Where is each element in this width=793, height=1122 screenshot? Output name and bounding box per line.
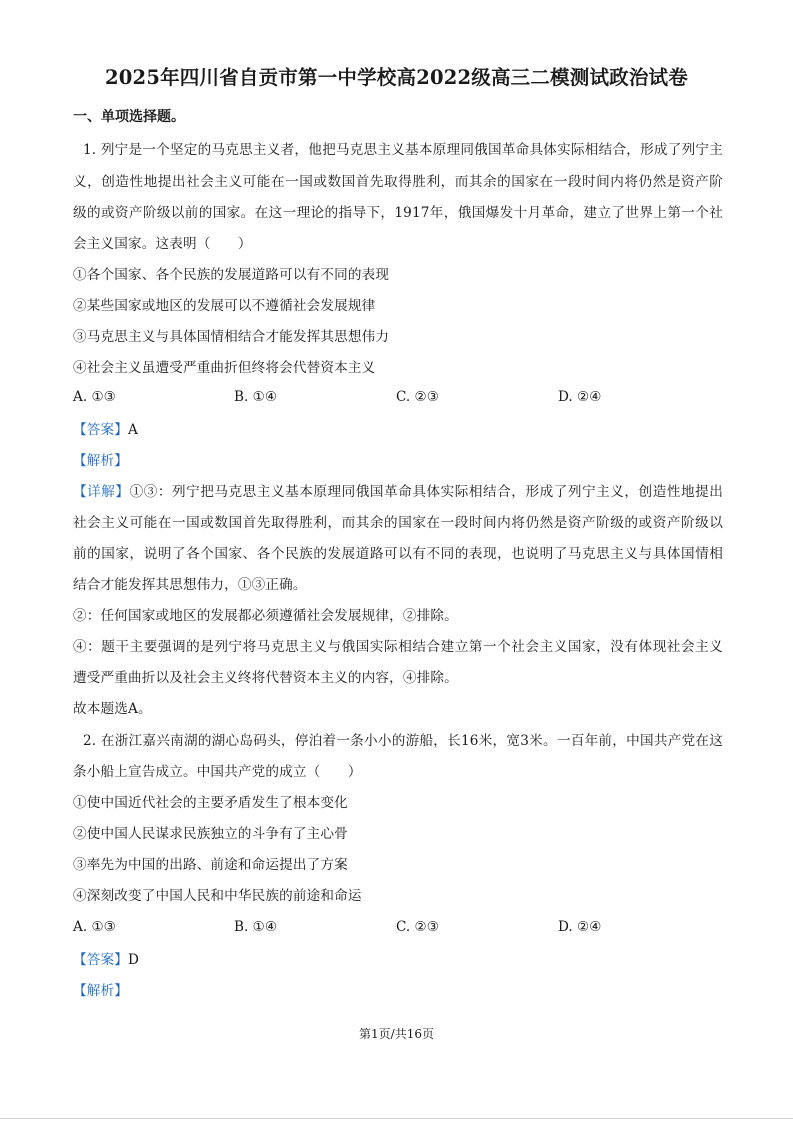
answer-value: A <box>127 422 138 438</box>
q1-stem-line: 义，创造性地提出社会主义可能在一国或数国首先取得胜利，而其余的国家在一段时间内将仍然是资产阶 <box>73 174 723 190</box>
q1-analysis <box>73 452 723 470</box>
section-heading: 一、单项选择题。 <box>73 109 185 125</box>
answer-value: D <box>127 952 140 968</box>
q2-stem-line: 2. 在浙江嘉兴南湖的湖心岛码头，停泊着一条小小的游船，长16米，宽3米。一百年前，中国共产党在这 <box>83 733 723 749</box>
q1-statement: ①各个国家、各个民族的发展道路可以有不同的表现 <box>73 267 390 283</box>
q1-statement: ④社会主义虽遭受严重曲折但终将会代替资本主义 <box>73 360 376 376</box>
q2-stem-line: 条小船上宣告成立。中国共产党的成立（ ） <box>73 764 362 780</box>
q1-detail-line <box>73 483 723 501</box>
q2-option-b: B. ①④ <box>234 919 278 935</box>
q2-answer <box>73 951 723 969</box>
q1-detail-line: 遭受严重曲折以及社会主义终将代替资本主义的内容，④排除。 <box>73 670 458 686</box>
q1-conclusion: 故本题选A。 <box>73 701 152 717</box>
q2-analysis <box>73 982 723 1000</box>
q1-detail-line: 社会主义可能在一国或数国首先取得胜利，而其余的国家在一段时间内将仍然是资产阶级的或资产阶级以 <box>73 515 723 531</box>
analysis-label: 【解析】 <box>73 983 128 999</box>
answer-label: 【答案】 <box>73 952 128 968</box>
q1-detail-text: ①③：列宁把马克思主义基本原理同俄国革命具体实际相结合，形成了列宁主义，创造性地提出 <box>129 484 723 500</box>
page-title: 2025年四川省自贡市第一中学校高2022级高三二模测试政治试卷 <box>105 66 688 89</box>
q1-detail-line: 前的国家，说明了各个国家、各个民族的发展道路可以有不同的表现，也说明了马克思主义与具体国情相 <box>73 546 723 562</box>
answer-label: 【答案】 <box>73 422 128 438</box>
q2-option-c: C. ②③ <box>396 919 439 935</box>
q2-option-a: A. ①③ <box>73 919 116 935</box>
detail-label: 【详解】 <box>73 484 130 500</box>
q1-option-d: D. ②④ <box>558 389 602 405</box>
q1-detail-line: ②：任何国家或地区的发展都必须遵循社会发展规律，②排除。 <box>73 608 458 624</box>
q2-option-d: D. ②④ <box>558 919 602 935</box>
q1-statement: ②某些国家或地区的发展可以不遵循社会发展规律 <box>73 298 376 314</box>
q2-statement: ①使中国近代社会的主要矛盾发生了根本变化 <box>73 795 348 811</box>
q1-stem-line: 1. 列宁是一个坚定的马克思主义者，他把马克思主义基本原理同俄国革命具体实际相结合，形成了列宁主 <box>83 142 723 158</box>
q1-option-c: C. ②③ <box>396 389 439 405</box>
analysis-label: 【解析】 <box>73 453 128 469</box>
q1-stem-line: 级的或资产阶级以前的国家。在这一理论的指导下，1917年，俄国爆发十月革命，建立了世界上第一个社 <box>73 205 723 221</box>
page-footer: 第1页/共16页 <box>359 1027 434 1041</box>
q1-option-b: B. ①④ <box>234 389 278 405</box>
q2-statement: ③率先为中国的出路、前途和命运提出了方案 <box>73 857 348 873</box>
q1-stem-line: 会主义国家。这表明（ ） <box>73 236 252 252</box>
q1-detail-line: ④：题干主要强调的是列宁将马克思主义与俄国实际相结合建立第一个社会主义国家，没有体现社会主义 <box>73 639 723 655</box>
q1-statement: ③马克思主义与具体国情相结合才能发挥其思想伟力 <box>73 329 390 345</box>
q1-option-a: A. ①③ <box>73 389 116 405</box>
q1-detail-line: 结合才能发挥其思想伟力，①③正确。 <box>73 577 307 593</box>
q2-statement: ②使中国人民谋求民族独立的斗争有了主心骨 <box>73 826 348 842</box>
page-edge-divider <box>0 1118 793 1119</box>
q1-answer <box>73 421 723 439</box>
q2-statement: ④深刻改变了中国人民和中华民族的前途和命运 <box>73 888 362 904</box>
